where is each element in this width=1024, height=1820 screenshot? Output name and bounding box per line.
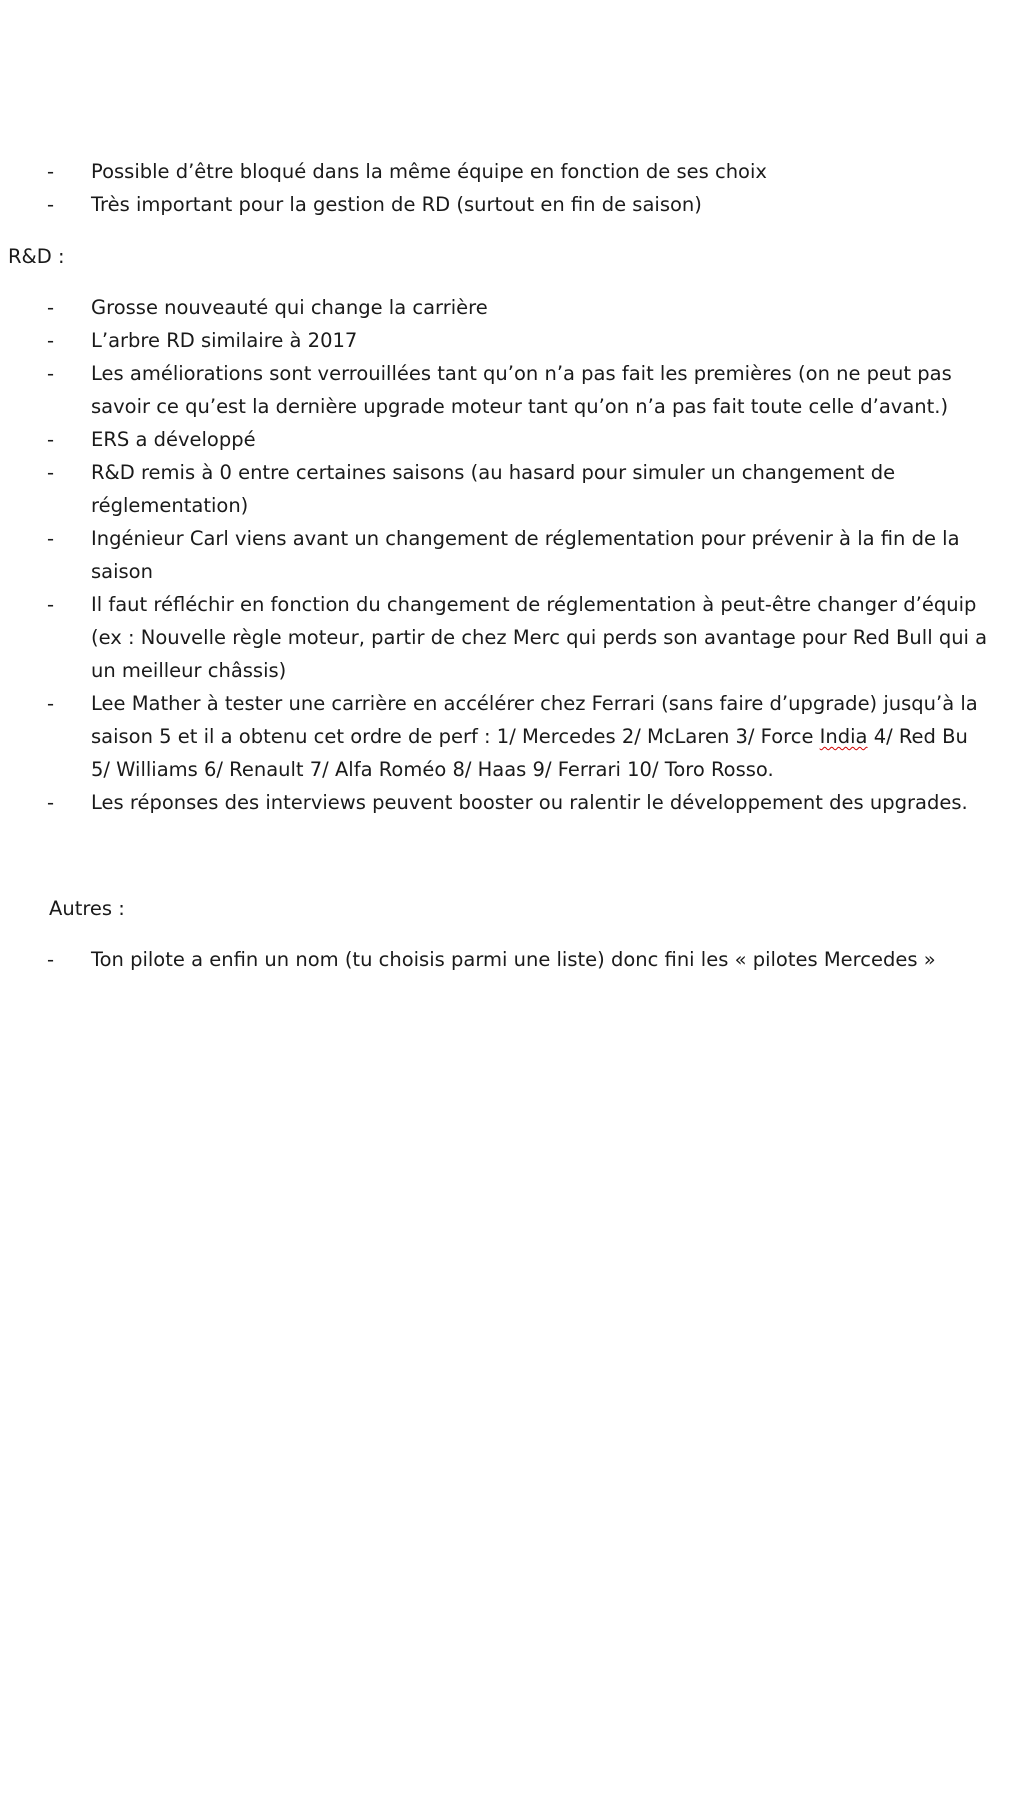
list-item-text: Ingénieur Carl viens avant un changement de réglementation pour prévenir à la fin de la [91,527,960,550]
list-item-text: saison [91,560,153,583]
list-item-text: ERS a développé [91,428,256,451]
list-item [0,423,1024,456]
dash-bullet: - [47,362,55,385]
list-item-text: Possible d’être bloqué dans la même équipe en fonction de ses choix [91,160,767,183]
list-item-text: savoir ce qu’est la dernière upgrade moteur tant qu’on n’a pas fait toute celle d’avant.) [91,395,949,418]
dash-bullet: - [47,193,55,216]
list-item-text: Lee Mather à tester une carrière en accélérer chez Ferrari (sans faire d’upgrade) jusqu’à la [91,692,978,715]
list-item [0,456,1024,522]
list-item [0,291,1024,324]
list-item-text: Il faut réfléchir en fonction du changement de réglementation à peut-être changer d’équip [91,593,977,616]
dash-bullet: - [47,692,55,715]
list-item-text: Les réponses des interviews peuvent booster ou ralentir le développement des upgrades. [91,791,968,814]
section-heading-rd: R&D : [8,245,65,268]
list-item-text: L’arbre RD similaire à 2017 [91,329,358,352]
list-item-text: (ex : Nouvelle règle moteur, partir de chez Merc qui perds son avantage pour Red Bull qui a [91,626,988,649]
list-item [0,943,1024,976]
list-item-text: R&D remis à 0 entre certaines saisons (au hasard pour simuler un changement de [91,461,896,484]
list-item-text: Très important pour la gestion de RD (surtout en fin de saison) [91,193,702,216]
list-item [0,786,1024,819]
section-heading-autres: Autres : [49,897,125,920]
list-item-text: Les améliorations sont verrouillées tant qu’on n’a pas fait les premières (on ne peut pas [91,362,952,385]
text-segment: 4/ Red Bu [867,725,968,748]
list-item [0,155,1024,188]
list-item [0,687,1024,786]
dash-bullet: - [47,461,55,484]
list-item-text: 5/ Williams 6/ Renault 7/ Alfa Roméo 8/ Haas 9/ Ferrari 10/ Toro Rosso. [91,758,774,781]
dash-bullet: - [47,527,55,550]
bullet-list-autres [0,943,1024,976]
spellcheck-flagged-word: India [819,725,868,748]
list-item-text-line [91,720,1024,753]
list-item [0,357,1024,423]
dash-bullet: - [47,948,55,971]
list-item-text: Grosse nouveauté qui change la carrière [91,296,488,319]
dash-bullet: - [47,593,55,616]
list-item [0,522,1024,588]
dash-bullet: - [47,791,55,814]
list-item [0,588,1024,687]
list-item-text: un meilleur châssis) [91,659,287,682]
dash-bullet: - [47,428,55,451]
text-segment: saison 5 et il a obtenu cet ordre de perf : 1/ Mercedes 2/ McLaren 3/ Force [91,725,820,748]
list-item-text: réglementation) [91,494,249,517]
bullet-list-rd [0,291,1024,819]
bullet-list-intro [0,155,1024,221]
list-item-text: Ton pilote a enfin un nom (tu choisis parmi une liste) donc fini les « pilotes Mercedes » [91,948,936,971]
dash-bullet: - [47,296,55,319]
dash-bullet: - [47,160,55,183]
list-item [0,188,1024,221]
dash-bullet: - [47,329,55,352]
list-item [0,324,1024,357]
